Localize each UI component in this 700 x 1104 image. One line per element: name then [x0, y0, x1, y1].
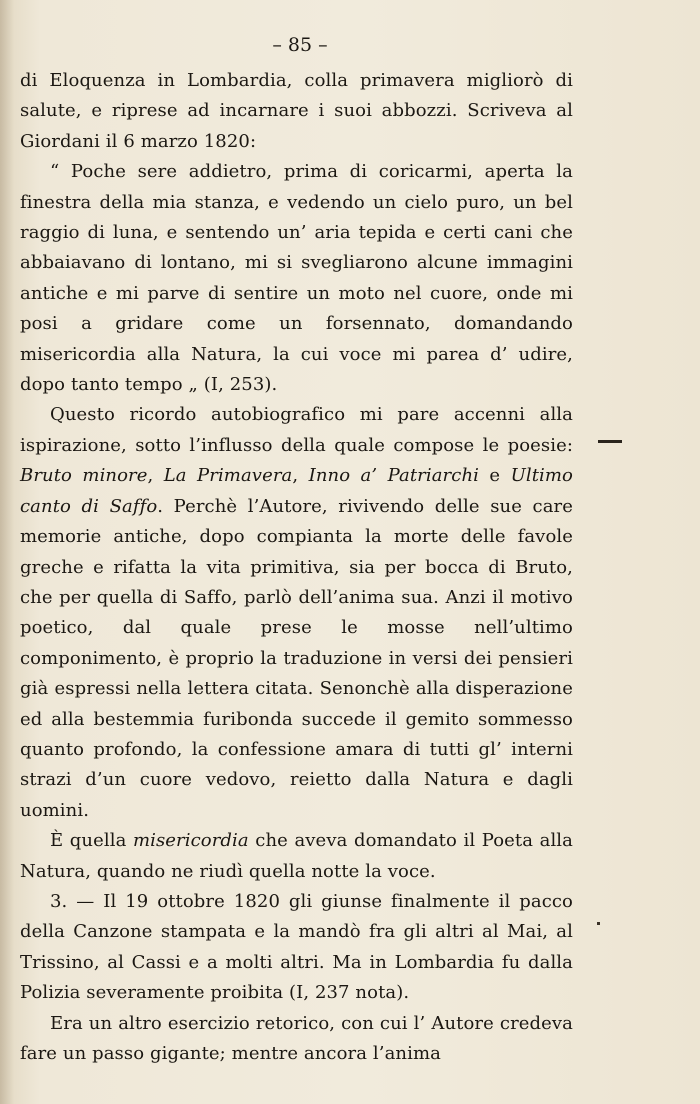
margin-mark — [598, 440, 622, 443]
page-number: – 85 – — [272, 34, 328, 56]
paragraph-4-text: È quella — [50, 830, 133, 852]
conjunction: e — [479, 465, 511, 487]
paragraph-6: Era un altro esercizio retorico, con cui l’ Autore credeva fare un passo gigante; mentre ancora l’anima — [20, 1012, 573, 1064]
paragraph-2-quotation: “ Poche sere addietro, prima di coricarmi, aperta la finestra della mia stanza, e vedendo un cielo puro, un bel raggio di luna, e sentendo un’ aria tepida e certi cani che abbaiavano di lontano, mi si svegliarono alcune immagini antiche e mi parve di sentire un moto nel cuore, onde mi posi a gridare come un forsennato, domandando misericordia alla Natura, la cui voce mi parea d’ udire, dopo tanto tempo „ (I, 253). — [20, 161, 573, 396]
body-text — [20, 66, 573, 1069]
paragraph-4 — [20, 826, 573, 887]
paragraph-3-text-continued: . Perchè l’Autore, rivivendo delle sue care memorie antiche, dopo compianta la morte delle favole greche e rifatta la vita primitiva, sia per bocca di Bruto, che per quella di Saffo, parlò dell’anima sua. Anzi il motivo poetico, dal quale prese le mosse nell’ultimo componimento, è proprio la traduzione in versi dei pensieri già espressi nella lettera citata. Senonchè alla disperazione ed alla bestemmia furibonda succede il gemito sommesso quanto profondo, la confessione amara di tutti gl’ interni strazi d’un cuore vedovo, reietto dalla Natura e dagli uomini. — [20, 495, 574, 821]
margin-dot — [597, 922, 600, 925]
paragraph-5-section-3: 3. — Il 19 ottobre 1820 gli giunse finalmente il pacco della Canzone stampata e la mandò fra gli altri al Mai, al Trissino, al Cassi e a molti altri. Ma in Lombardia fu dalla Polizia severamente proibita (I, 237 nota). — [20, 890, 573, 1004]
gutter-shadow — [0, 0, 14, 1104]
paragraph-4-text-continued: che aveva domandato il Poeta alla Natura, quando ne riudì quella notte la voce. — [20, 830, 573, 882]
separator: , — [292, 465, 309, 487]
separator: , — [147, 465, 164, 487]
poem-title-bruto-minore: Bruto minore — [20, 465, 148, 487]
poem-title-la-primavera: La Primavera — [163, 465, 293, 487]
poem-title-ultimo-canto-di-saffo: Ultimo canto di Saffo — [20, 465, 573, 517]
paragraph-3-text: Questo ricordo autobiografico mi pare accenni alla ispirazione, sotto l’influsso della quale compose le poesie: — [20, 404, 573, 456]
emphasis-misericordia: misericordia — [132, 830, 249, 852]
paragraph-1: di Eloquenza in Lombardia, colla primavera migliorò di salute, e riprese ad incarnare i suoi abbozzi. Scriveva al Giordani il 6 marzo 1820: — [20, 70, 573, 152]
paragraph-3 — [20, 400, 573, 826]
poem-title-inno-ai-patriarchi: Inno a’ Patriarchi — [308, 465, 479, 487]
